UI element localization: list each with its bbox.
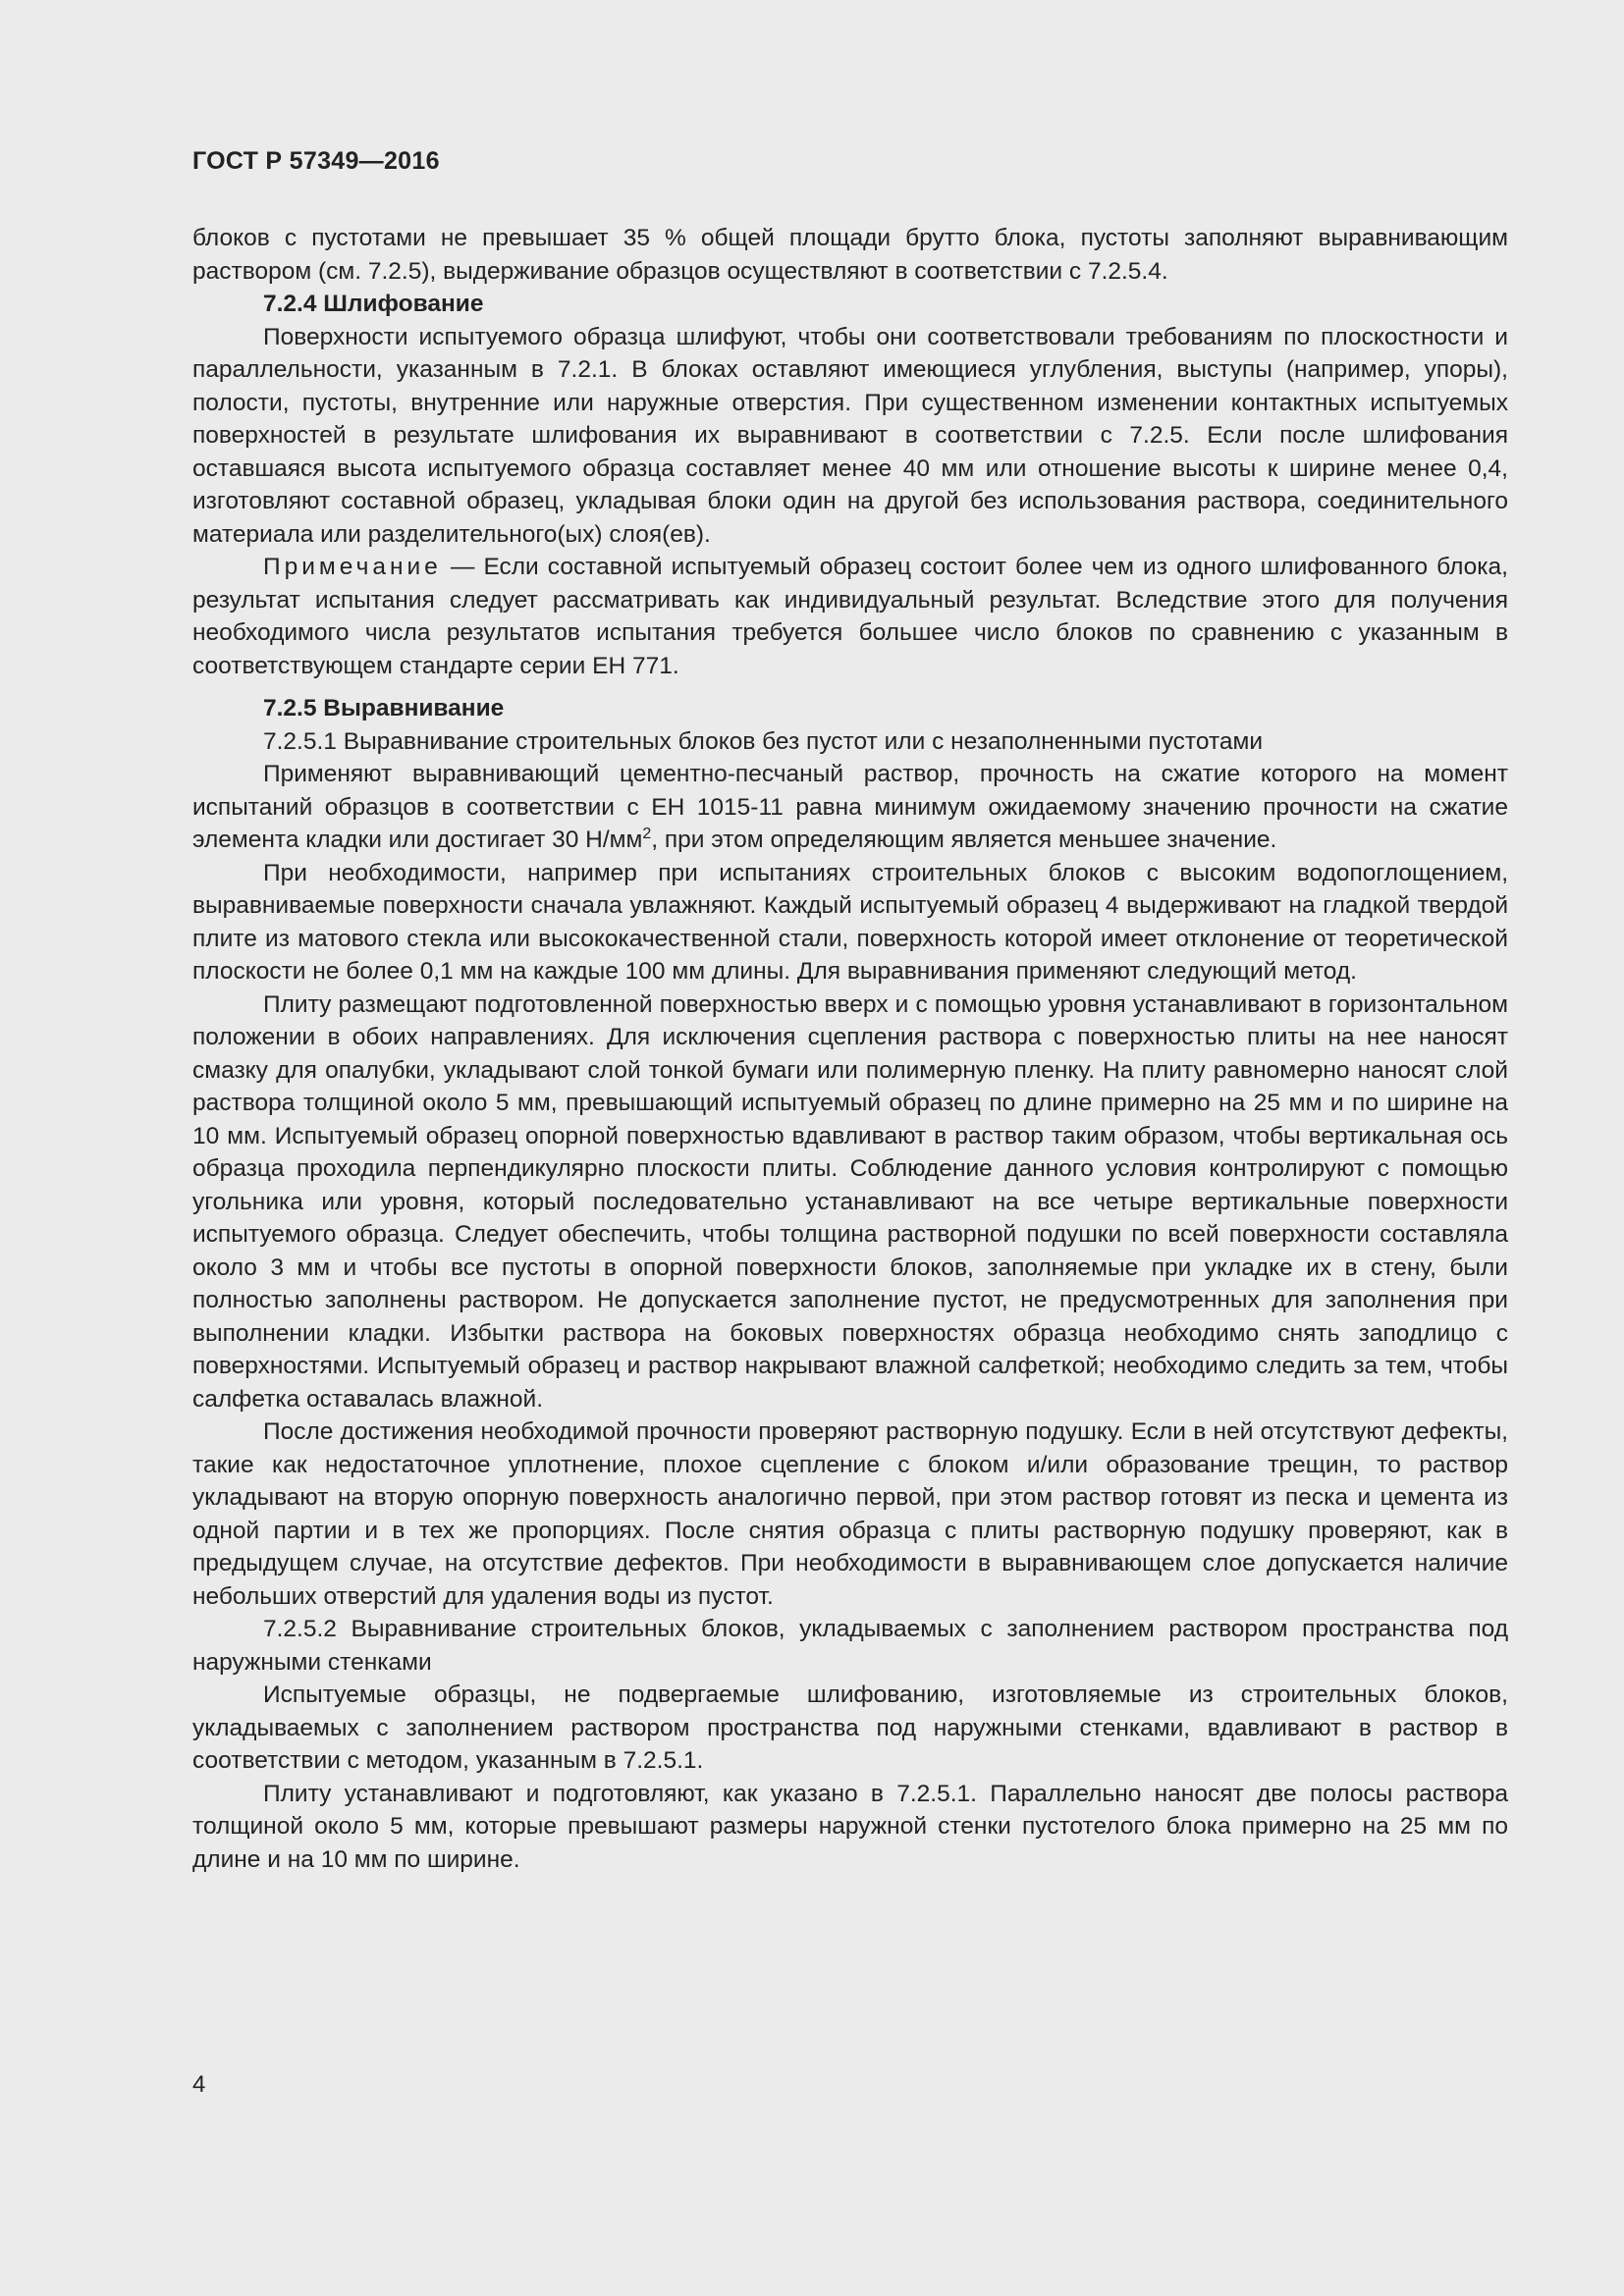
paragraph-mortar-strength-text: Применяют выравнивающий цементно-песчаный раствор, прочность на сжатие которого на момент испытаний образцов в соответствии с ЕН 1015-11 равна минимум ожидаемому значению прочности на сжатие элемента кладки или достигает 30 Н/мм	[192, 761, 1508, 853]
note-label: Примечание	[263, 554, 442, 580]
section-heading-7-2-5: 7.2.5 Выравнивание	[263, 695, 505, 721]
paragraph-mortar-strips: Плиту устанавливают и подготовляют, как указано в 7.2.5.1. Параллельно наносят две полосы раствора толщиной около 5 мм, которые превышают размеры наружной стенки пустотелого блока примерно на 25 мм по длине и на 10 мм по ширине.	[192, 1780, 1508, 1873]
subsection-7-2-5-1: 7.2.5.1 Выравнивание строительных блоков без пустот или с незаполненными пустотами	[263, 727, 1264, 755]
paragraph-moistening: При необходимости, например при испытаниях строительных блоков с высоким водопоглощением, выравниваемые поверхности сначала увлажняют. Каждый испытуемый образец 4 выдерживают на гладкой твердой плите из матового стекла или высококачественной стали, поверхность которой имеет отклонение от теоретической плоскости не более 0,1 мм на каждые 100 мм длины. Для выравнивания применяют следующий метод.	[192, 859, 1508, 985]
note-dash: —	[441, 554, 484, 580]
paragraph-mortar-cushion-check: После достижения необходимой прочности проверяют растворную подушку. Если в ней отсутствуют дефекты, такие как недостаточное уплотнение, плохое сцепление с блоком и/или образование трещин, то раствор укладывают на вторую опорную поверхность аналогично первой, при этом раствор готовят из песка и цемента из одной партии и в тех же пропорциях. После снятия образца с плиты растворную подушку проверяют, как в предыдущем случае, на отсутствие дефектов. При необходимости в выравнивающем слое допускается наличие небольших отверстий для удаления воды из пустот.	[192, 1418, 1508, 1610]
paragraph-mortar-strength-tail: , при этом определяющим является меньшее значение.	[651, 827, 1277, 853]
superscript-2: 2	[642, 825, 652, 842]
page-number: 4	[192, 2071, 206, 2098]
paragraph-unground-specimens: Испытуемые образцы, не подвергаемые шлифованию, изготовляемые из строительных блоков, укладываемых с заполнением раствором пространства под наружными стенками, вдавливают в раствор в соответствии с методом, указанным в 7.2.5.1.	[192, 1682, 1508, 1774]
paragraph-continuation: блоков с пустотами не превышает 35 % общей площади брутто блока, пустоты заполняют выравнивающим раствором (см. 7.2.5), выдерживание образцов осуществляют в соответствии с 7.2.5.4.	[192, 225, 1508, 285]
section-heading-7-2-4: 7.2.4 Шлифование	[263, 291, 484, 317]
paragraph-mortar-strength	[192, 758, 1508, 857]
document-header: ГОСТ Р 57349—2016	[192, 147, 440, 175]
subsection-7-2-5-2: 7.2.5.2 Выравнивание строительных блоков, укладываемых с заполнением раствором пространства под наружными стенками	[192, 1616, 1508, 1676]
note-text: Если составной испытуемый образец состоит более чем из одного шлифованного блока, результат испытания следует рассматривать как индивидуальный результат. Вследствие этого для получения необходимого числа результатов испытания требуется большее число блоков по сравнению с указанным в соответствующем стандарте серии ЕН 771.	[192, 554, 1508, 679]
note-block	[192, 551, 1508, 682]
document-body	[192, 222, 1508, 1876]
paragraph-plate-placement: Плиту размещают подготовленной поверхностью вверх и с помощью уровня устанавливают в горизонтальном положении в обоих направлениях. Для исключения сцепления раствора с поверхностью плиты на нее наносят смазку для опалубки, укладывают слой тонкой бумаги или полимерную пленку. На плиту равномерно наносят слой раствора толщиной около 5 мм, превышающий испытуемый образец по длине примерно на 25 мм и по ширине на 10 мм. Испытуемый образец опорной поверхностью вдавливают в раствор таким образом, чтобы вертикальная ось образца проходила перпендикулярно плоскости плиты. Соблюдение данного условия контролируют с помощью угольника или уровня, который последовательно устанавливают на все четыре вертикальные поверхности испытуемого образца. Следует обеспечить, чтобы толщина растворной подушки по всей поверхности составляла около 3 мм и чтобы все пустоты в опорной поверхности блоков, заполняемые при укладке их в стену, были полностью заполнены раствором. Не допускается заполнение пустот, не предусмотренных для заполнения при выполнении кладки. Избытки раствора на боковых поверхностях образца необходимо снять заподлицо с поверхностями. Испытуемый образец и раствор накрывают влажной салфеткой; необходимо следить за тем, чтобы салфетка оставалась влажной.	[192, 990, 1508, 1413]
paragraph-grinding: Поверхности испытуемого образца шлифуют, чтобы они соответствовали требованиям по плоскостности и параллельности, указанным в 7.2.1. В блоках оставляют имеющиеся углубления, выступы (например, упоры), полости, пустоты, внутренние или наружные отверстия. При существенном изменении контактных испытуемых поверхностей в результате шлифования их выравнивают в соответствии с 7.2.5. Если после шлифования оставшаяся высота испытуемого образца составляет менее 40 мм или отношение высоты к ширине менее 0,4, изготовляют составной образец, укладывая блоки один на другой без использования раствора, соединительного материала или разделительного(ых) слоя(ев).	[192, 323, 1508, 548]
